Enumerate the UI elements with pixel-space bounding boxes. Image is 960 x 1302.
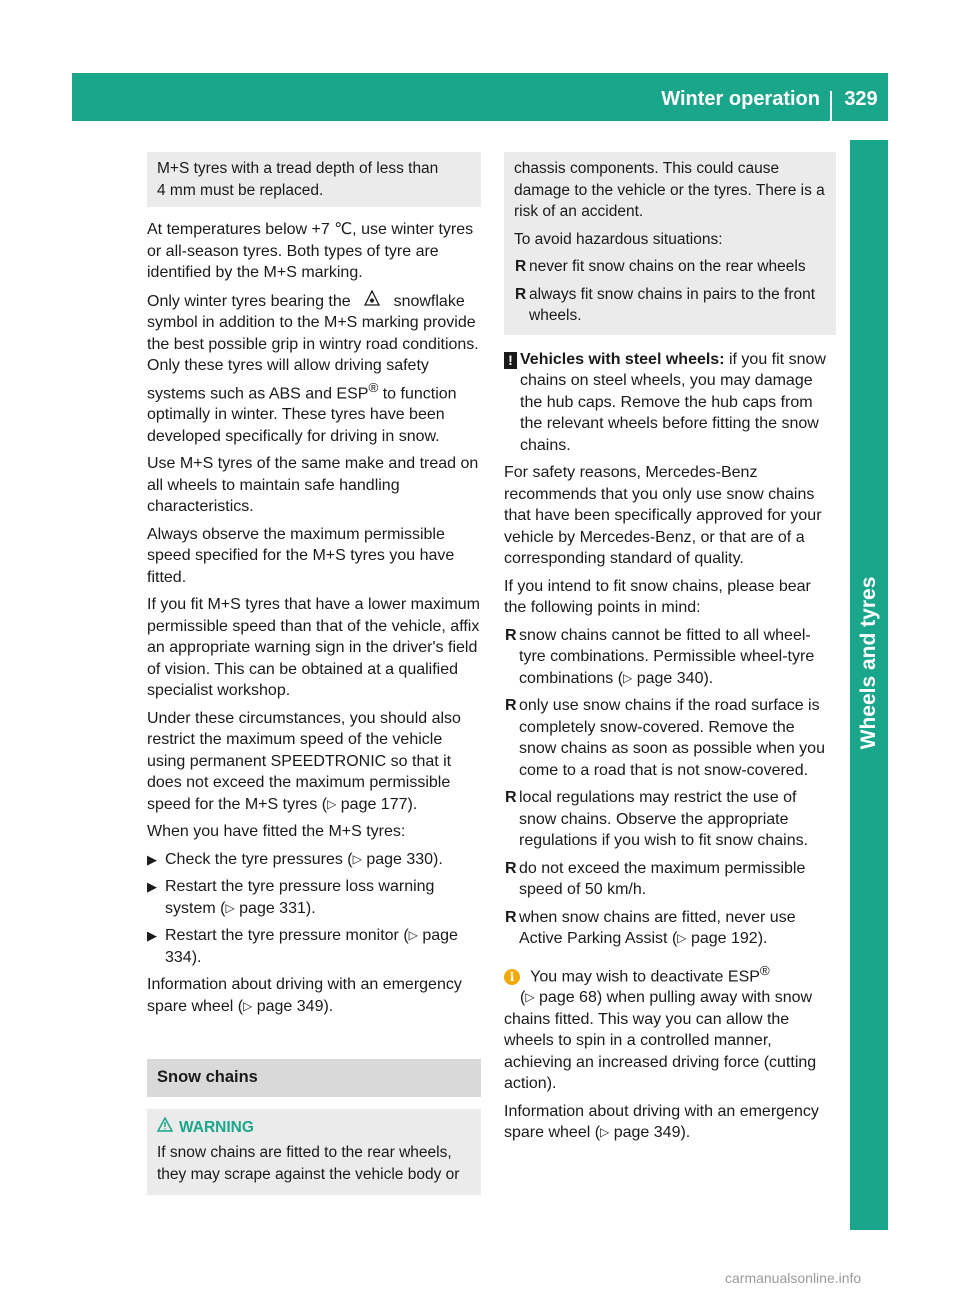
page-ref-arrow-icon: ▷	[225, 900, 235, 915]
page-section-title: Winter operation	[661, 88, 820, 110]
watermark: carmanualsonline.info	[725, 1270, 862, 1286]
paragraph: Information about driving with an emergency spare wheel (▷ page 349).	[147, 976, 462, 1015]
paragraph: Use M+S tyres of the same make and tread on all wheels to maintain safe handling characteristics.	[147, 455, 479, 516]
step-arrow-icon: ▶	[147, 879, 157, 895]
list-item: R local regulations may restrict the use of snow chains. Observe the appropriate regulations if you wish to fit snow chains.	[505, 789, 809, 849]
left-column	[147, 152, 481, 1195]
warning-box	[147, 1109, 481, 1196]
paragraph: Only winter tyres bearing the snowflake symbol in addition to the M+S marking provide the best possible grip in wintry road conditions. Only these tyres will allow driving safety systems such as ABS and ESP® to function optimally in winter. These tyres have been developed specifically for driving in snow.	[147, 290, 481, 448]
info-icon: i	[504, 969, 520, 985]
page-reference[interactable]: page 177).	[340, 795, 418, 813]
step-arrow-icon: ▶	[147, 851, 157, 867]
paragraph: Information about driving with an emergency spare wheel (▷ page 349).	[504, 1102, 819, 1142]
exclamation-icon: !	[504, 352, 517, 369]
page-reference[interactable]: page 340).	[636, 669, 714, 687]
bullet-icon: R	[505, 626, 517, 644]
instruction-step: ▶ Restart the tyre pressure loss warning system (▷ page 331).	[147, 878, 435, 917]
info-note: i You may wish to deactivate ESP® (▷ page 68) when pulling away with snow chains fitted. This way you can allow the wheels to spin in a controlled manner, achieving an increased driving force (cutting action).	[504, 962, 817, 1093]
bullet-icon: R	[515, 258, 527, 275]
page-ref-arrow-icon: ▷	[408, 928, 418, 943]
paragraph: If you intend to fit snow chains, please bear the following points in mind:	[504, 577, 811, 616]
chapter-tab-label: Wheels and tyres	[857, 576, 880, 750]
paragraph: At temperatures below +7 ℃, use winter tyres or all-season tyres. Both types of tyre are identified by the M+S marking.	[147, 221, 474, 281]
page-reference[interactable]: page 349).	[613, 1124, 691, 1142]
registered-mark: ®	[368, 379, 379, 395]
warning-triangle-icon	[157, 1117, 179, 1139]
page-ref-arrow-icon: ▷	[327, 796, 337, 811]
bullet-icon: R	[505, 789, 517, 806]
header-bar	[72, 73, 888, 121]
list-item: R snow chains cannot be fitted to all wheel-tyre combinations. Permissible wheel-tyre combinations (▷ page 340).	[505, 626, 815, 687]
page-number: 329	[844, 88, 878, 110]
instruction-step: ▶ Check the tyre pressures (▷ page 330).	[147, 849, 481, 871]
right-column	[504, 152, 836, 1150]
page-ref-arrow-icon: ▷	[677, 931, 687, 945]
header-separator	[830, 91, 832, 121]
warning-text: To avoid hazardous situations:	[514, 230, 723, 248]
snowflake-mountain-icon	[355, 290, 389, 313]
warning-text: chassis components. This could cause damage to the vehicle or the tyres. There is a risk of an accident.	[514, 160, 825, 220]
warning-bullet: R never fit snow chains on the rear wheels	[514, 256, 826, 278]
page-ref-arrow-icon: ▷	[525, 990, 535, 1005]
bullet-icon: R	[505, 859, 517, 877]
page-reference[interactable]: page 331).	[239, 899, 316, 917]
list-item: R when snow chains are fitted, never use Active Parking Assist (▷ page 192).	[505, 908, 796, 947]
page-reference: page 68) when pulling away with snow chains fitted. This way you can allow the wheels to spin in a controlled manner, achieving an increased driving force (cutting action).	[504, 989, 817, 1093]
damage-note: ! Vehicles with steel wheels: if you fit snow chains on steel wheels, you may damage the hub caps. Remove the hub caps from the relevant wheels before fitting the snow chains.	[504, 349, 836, 457]
page-ref-arrow-icon: ▷	[352, 851, 362, 866]
warning-text: If snow chains are fitted to the rear wheels, they may scrape against the vehicle body or	[157, 1144, 460, 1183]
page-reference[interactable]: page 330).	[366, 850, 443, 868]
note-line: M+S tyres with a tread depth of less than	[157, 160, 439, 177]
bullet-icon: R	[505, 908, 517, 926]
instruction-step: ▶ Restart the tyre pressure monitor (▷ page 334).	[147, 927, 458, 966]
paragraph: For safety reasons, Mercedes-Benz recommends that you only use snow chains that have been specifically approved for your vehicle by Mercedes-Benz, or that are of a corresponding standard of quality.	[504, 464, 822, 567]
step-arrow-icon: ▶	[147, 928, 157, 944]
paragraph: If you fit M+S tyres that have a lower maximum permissible speed than that of the vehicle, affix an appropriate warning sign in the driver's field of vision. This can be obtained at a qualified specialist workshop.	[147, 596, 481, 700]
bullet-icon: R	[505, 697, 517, 714]
paragraph: Always observe the maximum permissible speed specified for the M+S tyres you have fitted.	[147, 525, 455, 586]
warning-header	[157, 1117, 471, 1139]
warning-bullet: R always fit snow chains in pairs to the front wheels.	[515, 285, 816, 324]
bullet-icon: R	[515, 285, 527, 303]
section-heading: Snow chains	[147, 1059, 481, 1097]
list-item: R do not exceed the maximum permissible speed of 50 km/h.	[505, 859, 806, 898]
page-ref-arrow-icon: ▷	[243, 998, 253, 1013]
list-item: R only use snow chains if the road surface is completely snow-covered. Remove the snow chains as soon as possible when you come to a road that is not snow-covered.	[505, 697, 825, 779]
warning-label: WARNING	[179, 1118, 254, 1136]
paragraph: When you have fitted the M+S tyres:	[147, 823, 406, 841]
tread-note-box	[147, 152, 481, 207]
paragraph: Under these circumstances, you should also restrict the maximum speed of the vehicle using permanent SPEEDTRONIC so that it does not exceed the maximum permissible speed for the M+S tyres (▷ page 177).	[147, 709, 461, 813]
page-ref-arrow-icon: ▷	[600, 1125, 610, 1140]
page-ref-arrow-icon: ▷	[623, 670, 633, 685]
warning-box-continued	[504, 152, 836, 335]
registered-mark: ®	[759, 962, 770, 978]
note-line: 4 mm must be replaced.	[157, 181, 324, 199]
page-reference[interactable]: page 349).	[256, 997, 334, 1015]
page-reference[interactable]: page 192).	[690, 930, 768, 947]
page-reference[interactable]: page 334).	[165, 927, 458, 966]
